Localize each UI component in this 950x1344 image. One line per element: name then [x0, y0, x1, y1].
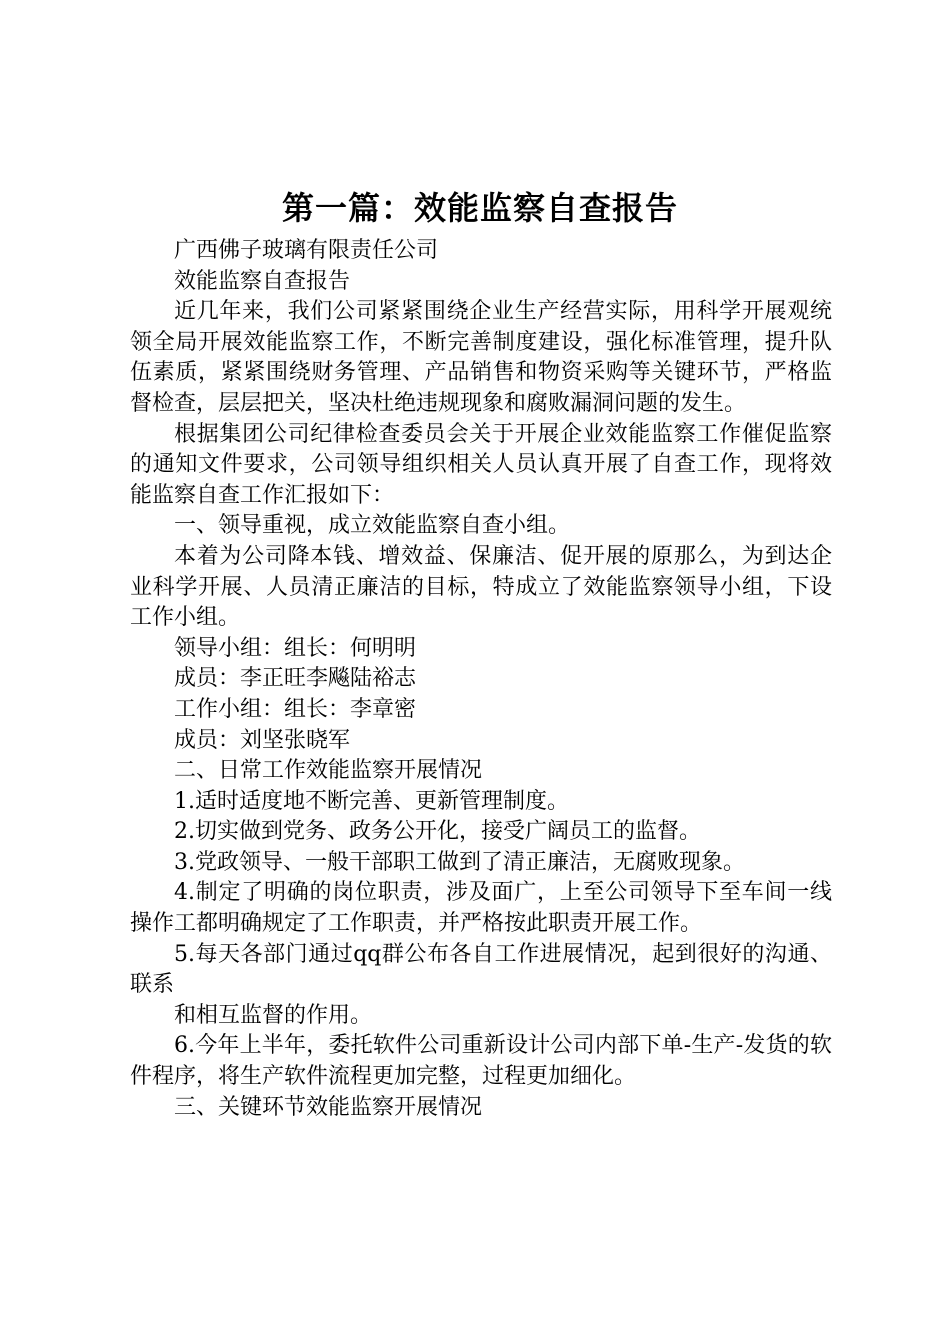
document-title: 第一篇：效能监察自查报告: [281, 189, 678, 227]
leading-group-members: 成员：李正旺李飚陆裕志: [174, 666, 417, 692]
section-heading-2: 二、日常工作效能监察开展情况: [174, 758, 483, 784]
section-heading-3: 三、关键环节效能监察开展情况: [174, 1094, 483, 1120]
company-name: 广西佛子玻璃有限责任公司: [174, 238, 439, 263]
section-heading-1: 一、领导重视，成立效能监察自查小组。: [174, 513, 571, 539]
list-item: 3.党政领导、一般干部职工做到了清正廉洁，无腐败现象。: [174, 849, 745, 875]
list-item: 1.适时适度地不断完善、更新管理制度。: [174, 788, 569, 814]
list-item: 6.今年上半年，委托软件公司重新设计公司内部下单-生产-发货的软件程序，将生产软件流程更加完整，过程更加细化。: [130, 1033, 832, 1090]
paragraph-section-1: 本着为公司降本钱、增效益、保廉洁、促开展的原那么，为到达企业科学开展、人员清正廉洁的目标，特成立了效能监察领导小组，下设工作小组。: [130, 543, 832, 631]
paragraph-intro: 近几年来，我们公司紧紧围绕企业生产经营实际，用科学开展观统领全局开展效能监察工作，不断完善制度建设，强化标准管理，提升队伍素质，紧紧围绕财务管理、产品销售和物资采购等关键环节，严格监督检查，层层把关，坚决杜绝违规现象和腐败漏洞问题的发生。: [130, 299, 832, 416]
list-item: 2.切实做到党务、政务公开化，接受广阔员工的监督。: [174, 819, 701, 845]
list-item-continuation: 和相互监督的作用。: [174, 1002, 373, 1028]
document-body: [130, 236, 832, 1123]
leading-group: 领导小组：组长：何明明: [174, 635, 417, 661]
report-subtitle: 效能监察自查报告: [174, 268, 351, 294]
paragraph-basis: 根据集团公司纪律检查委员会关于开展企业效能监察工作催促监察的通知文件要求，公司领导组织相关人员认真开展了自查工作，现将效能监察自查工作汇报如下：: [130, 421, 832, 508]
working-group: 工作小组：组长：李章密: [174, 696, 417, 722]
working-group-members: 成员：刘坚张晓军: [174, 727, 351, 753]
list-item: 5.每天各部门通过qq群公布各自工作进展情况，起到很好的沟通、联系: [130, 941, 832, 998]
list-item: 4.制定了明确的岗位职责，涉及面广，上至公司领导下至车间一线操作工都明确规定了工作职责，并严格按此职责开展工作。: [130, 880, 832, 937]
